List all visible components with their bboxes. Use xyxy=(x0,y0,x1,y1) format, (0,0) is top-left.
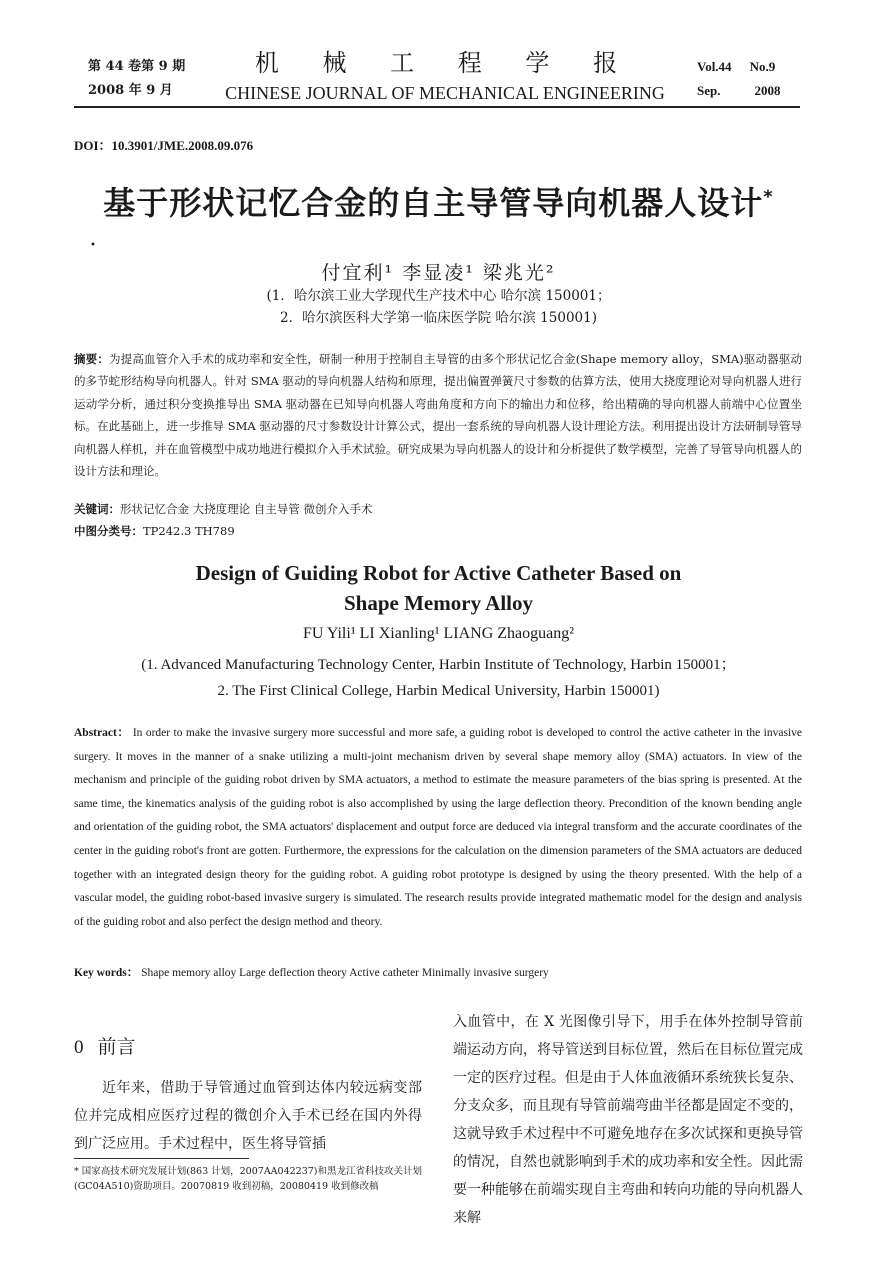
abstract-cn-label: 摘要： xyxy=(74,352,110,366)
title-cn-text: 基于形状记忆合金的自主导管导向机器人设计 xyxy=(103,184,764,222)
journal-issue-en xyxy=(697,55,780,103)
year-en: 2008 xyxy=(754,83,781,98)
section-heading xyxy=(74,1032,136,1059)
footnote-text: 国家高技术研究发展计划(863 计划，2007AA042237)和黑龙江省科技攻关计划(GC04A510)资助项目。20070819 收到初稿，20080419 收到修改稿 xyxy=(74,1166,423,1192)
journal-name-cn: 机 械 工 程 学 报 xyxy=(254,49,636,77)
affiliation-cn-2: 2．哈尔滨医科大学第一临床医学院 哈尔滨 150001) xyxy=(280,310,597,326)
keywords-en-text: Shape memory alloy Large deflection theory Active catheter Minimally invasive surgery xyxy=(141,967,549,979)
abstract-en-text: In order to make the invasive surgery more successful and more safe, a guiding robot is developed to control the active catheter in the invasive surgery. It moves in the manner of a snake utilizing a multi-joint mechanism driven by several shape memory alloy (SMA) actuators. In view of the mechanism and principle of the guiding robot driven by SMA actuators, a method to estimate the measure parameters of the bias spring is presented. At the same time, the kinematics analysis of the guiding robot is also accomplished by using the large deflection theory. Precondition of the known bending angle and orientation of the guiding robot, the SMA actuators' displacement and output force are deduced via integral transform and the accurate coordinates of the center in the guiding robot's front are gotten. Furthermore, the expressions for the calculation on the dimension parameters of the SMA actuators are deduced together with an integrated design theory for the guiding robot. A guiding robot prototype is designed by using the theory presented. With the help of a vascular model, the guiding robot-based invasive surgery is simulated. The research results provide integrated mathematic model for the design and analysis of the guiding robot and also perfect the design method and theory. xyxy=(74,727,803,928)
journal-name-en: CHINESE JOURNAL OF MECHANICAL ENGINEERING xyxy=(225,83,665,103)
stray-mark: • xyxy=(90,240,96,251)
keywords-cn-text: 形状记忆合金 大挠度理论 自主导管 微创介入手术 xyxy=(120,502,373,516)
keywords-en-label: Key words： xyxy=(74,967,139,979)
authors-cn: 付宜利¹ 李显凌¹ 梁兆光² xyxy=(321,262,556,284)
title-footnote-mark: * xyxy=(763,186,774,208)
footnote-rule xyxy=(74,1158,249,1159)
keywords-cn-label: 关键词： xyxy=(74,502,120,516)
title-en-line-2: Shape Memory Alloy xyxy=(344,591,533,615)
abstract-en-label: Abstract： xyxy=(74,727,130,739)
affiliation-en-1: (1. Advanced Manufacturing Technology Center, Harbin Institute of Technology, Harbin 150001； xyxy=(141,657,736,673)
doi: DOI：10.3901/JME.2008.09.076 xyxy=(74,138,254,153)
keywords-en xyxy=(74,962,549,984)
authors-en: FU Yili¹ LI Xianling¹ LIANG Zhaoguang² xyxy=(302,625,575,642)
abstract-en xyxy=(74,722,802,934)
keywords-cn xyxy=(74,498,372,520)
classification-cn xyxy=(74,520,235,542)
month-en: Sep. xyxy=(697,83,721,98)
classification-cn-label: 中图分类号： xyxy=(74,524,143,538)
abstract-cn-text: 为提高血管介入手术的成功率和安全性，研制一种用于控制自主导管的由多个形状记忆合金(Shape memory alloy，SMA)驱动器驱动的多节蛇形结构导向机器人。针对 SMA 驱动的导向机器人结构和原理，提出偏置弹簧尺寸参数的估算方法，使用大挠度理论对导向机器人进行运动学分析，通过积分变换推导出 SMA 驱动器在已知导向机器人弯曲角度和方向下的输出力和位移，给出精确的导向机器人前端中心位置坐标。在此基础上，进一步推导 SMA 驱动器的尺寸参数设计计算公式，提出一套系统的导向机器人设计理论方法。利用提出设计方法研制导管导向机器人样机，并在血管模型中成功地进行模拟介入手术试验。研究成果为导向机器人的设计和分析提供了数学模型，完善了导管导向机器人的设计方法和理论。 xyxy=(74,352,803,479)
body-right-column: 入血管中，在 X 光图像引导下，用手在体外控制导管前端运动方向，将导管送到目标位置，然后在目标位置完成一定的医疗过程。但是由于人体血液循环系统狭长复杂、分支众多，而且现有导管前端弯曲半径都是固定不变的，这就导致手术过程中不可避免地存在多次试探和更换导管的情况，自然也就影响到手术的成功率和安全性。因此需要一种能够在前端实现自主弯曲和转向功能的导向机器人来解 xyxy=(453,1014,803,1226)
affiliation-en-2: 2. The First Clinical College, Harbin Medical University, Harbin 150001) xyxy=(217,683,660,699)
volume-en: Vol.44 xyxy=(697,59,732,74)
title-en-line-1: Design of Guiding Robot for Active Catheter Based on xyxy=(195,561,682,585)
footnote xyxy=(74,1164,424,1194)
affiliation-cn-1: (1．哈尔滨工业大学现代生产技术中心 哈尔滨 150001； xyxy=(266,288,611,304)
affiliations-cn xyxy=(0,285,877,329)
date-cn: 2008 年 9 月 xyxy=(88,83,173,98)
header-rule xyxy=(74,106,800,108)
title-en xyxy=(0,558,877,618)
affiliations-en xyxy=(0,652,877,704)
journal-name xyxy=(220,48,670,108)
abstract-cn xyxy=(74,348,802,482)
footnote-marker: * xyxy=(74,1166,79,1177)
number-en: No.9 xyxy=(749,59,776,74)
title-cn xyxy=(0,178,877,224)
volume-cn: 第 44 卷第 9 期 xyxy=(88,59,186,74)
body-left-column: 近年来，借助于导管通过血管到达体内较远病变部位并完成相应医疗过程的微创介入手术已经在国内外得到广泛应用。手术过程中，医生将导管插 xyxy=(74,1080,422,1152)
section-title: 前言 xyxy=(97,1036,136,1058)
journal-issue-cn xyxy=(88,55,185,103)
classification-cn-text: TP242.3 TH789 xyxy=(143,524,235,538)
section-number: 0 xyxy=(74,1037,84,1058)
